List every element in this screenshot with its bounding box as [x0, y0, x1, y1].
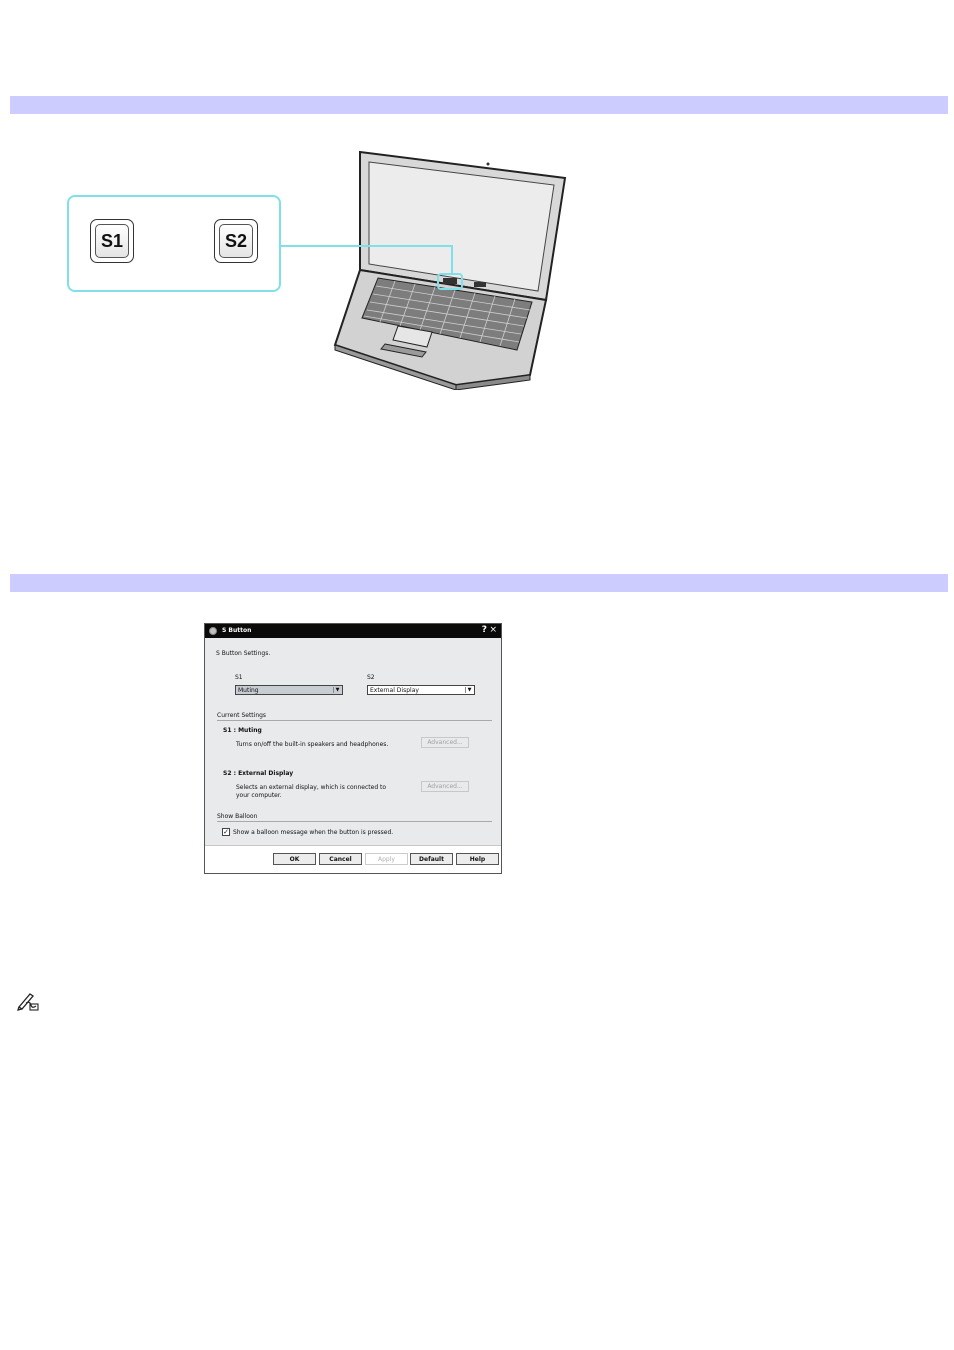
note-pencil-icon — [16, 990, 40, 1012]
s1-label: S1 — [235, 674, 243, 681]
s2-key — [214, 219, 258, 263]
s2-description-line1: Selects an external display, which is connected to — [236, 784, 387, 791]
s-buttons-callout — [67, 195, 281, 292]
cancel-button[interactable]: Cancel — [319, 853, 362, 865]
show-balloon-checkbox[interactable]: ✓ — [223, 828, 229, 836]
s1-key — [90, 219, 134, 263]
dialog-heading: S Button Settings. — [216, 650, 271, 657]
dialog-button-strip — [205, 845, 501, 873]
s1-current-setting: S1 : Muting — [223, 727, 262, 734]
s2-label: S2 — [367, 674, 375, 681]
current-settings-divider — [217, 720, 492, 721]
laptop-s-buttons-figure — [60, 140, 580, 390]
s2-select[interactable] — [367, 685, 475, 695]
section-header-band-1 — [10, 96, 948, 114]
dialog-titlebar[interactable] — [205, 624, 501, 638]
section-header-band-2 — [10, 574, 948, 592]
s-button-dialog — [204, 623, 502, 874]
ok-button[interactable]: OK — [273, 853, 316, 865]
s2-select-value: External Display — [370, 687, 419, 694]
show-balloon-checkbox-label[interactable]: Show a balloon message when the button is pressed. — [233, 829, 394, 836]
s1-advanced-button[interactable]: Advanced... — [421, 737, 469, 748]
close-icon[interactable]: × — [489, 625, 497, 635]
show-balloon-heading: Show Balloon — [217, 813, 258, 820]
s1-key-label: S1 — [95, 224, 129, 258]
show-balloon-divider — [217, 821, 492, 822]
s2-current-setting: S2 : External Display — [223, 770, 294, 777]
s2-key-label: S2 — [219, 224, 253, 258]
current-settings-heading: Current Settings — [217, 712, 267, 719]
s1-description: Turns on/off the built-in speakers and headphones. — [236, 741, 389, 748]
chevron-down-icon[interactable]: ▼ — [333, 687, 341, 693]
chevron-down-icon[interactable]: ▼ — [465, 687, 473, 693]
help-icon[interactable]: ? — [481, 625, 487, 635]
s2-advanced-button[interactable]: Advanced... — [421, 781, 469, 792]
s1-select[interactable] — [235, 685, 343, 695]
default-button[interactable]: Default — [410, 853, 453, 865]
s1-select-value: Muting — [238, 687, 259, 694]
app-icon — [209, 627, 217, 635]
apply-button[interactable]: Apply — [365, 853, 408, 865]
help-button[interactable]: Help — [456, 853, 499, 865]
s2-description-line2: your computer. — [236, 792, 282, 799]
dialog-title: S Button — [222, 627, 252, 634]
